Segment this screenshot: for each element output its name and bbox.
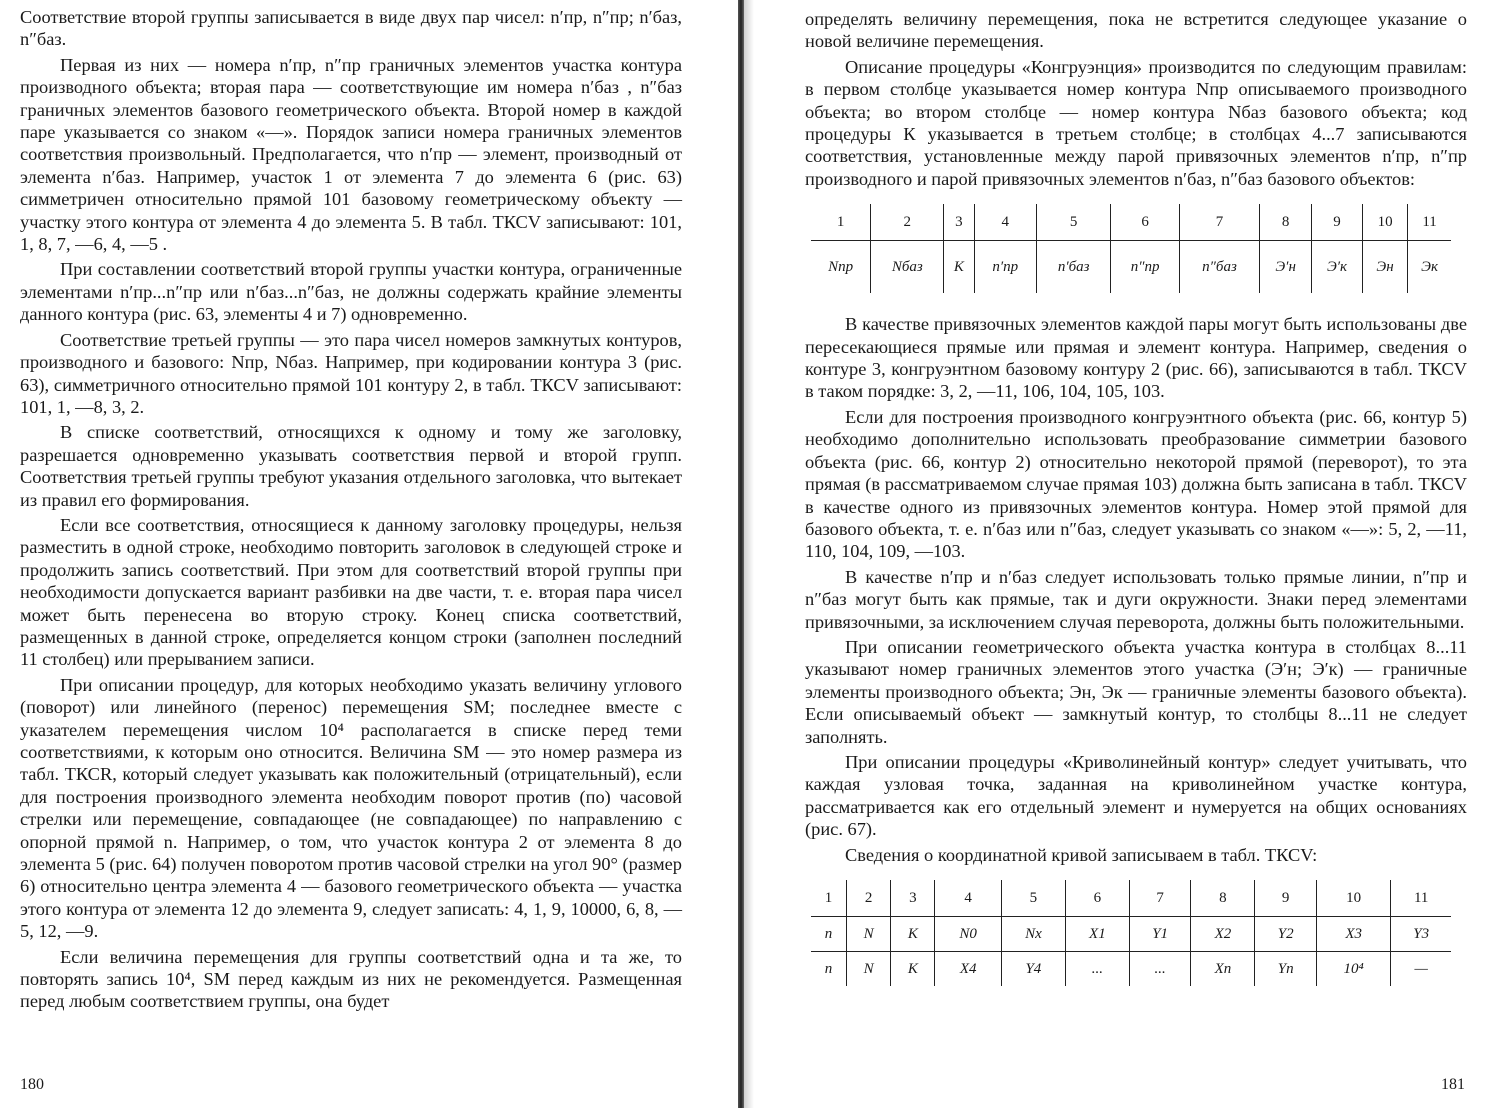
- table-cell: —: [1391, 952, 1451, 987]
- paragraph: При описании геометрического объекта участка контура в столбцах 8...11 указывают номер граничных элементов этого участка (Э′н; Э′к) — граничные элементы производного объекта; Эн, Эк — граничные элементы базового объекта). Если описываемый объект — замкнутый контур, то столбцы 8...11 не следует заполнять.: [805, 636, 1467, 747]
- table-header-cell: 10: [1316, 880, 1390, 917]
- table-header-cell: 2: [846, 880, 890, 917]
- table-row: [811, 917, 1451, 952]
- paragraph: Если все соответствия, относящиеся к данному заголовку процедуры, нельзя разместить в одной строке, необходимо повторить заголовок в следующей строке и продолжить запись соответствий. При этом для соответствий второй группы при необходимости допускается вариант разбивки на две части, т. е. вторая пара чисел может быть перенесена во вторую строку. Конец списка соответствий, размещенных в данной строке, определяется концом строки (заполнен последний 11 столбец) или прерыванием записи.: [20, 514, 682, 670]
- table-cell: Nx: [1001, 917, 1065, 952]
- table-cell: X2: [1191, 917, 1255, 952]
- table-cell: n″баз: [1179, 241, 1259, 294]
- table-header-row: [811, 204, 1451, 241]
- table-header-cell: 5: [1036, 204, 1110, 241]
- table-header-cell: 9: [1312, 204, 1363, 241]
- table-cell: n: [811, 952, 846, 987]
- table-cell: К: [944, 241, 974, 294]
- table-cell: Э′н: [1260, 241, 1312, 294]
- paragraph: В качестве привязочных элементов каждой пары могут быть использованы две пересекающиеся прямые или прямая и элемент контура. Например, сведения о контуре 3, конгруэнтном базовому контуру 2 (рис. 66), записываются в табл. ТКСV в таком порядке: 3, 2, —11, 106, 104, 105, 103.: [805, 314, 1467, 402]
- table-curve-coordinates: [811, 880, 1451, 986]
- table-header-cell: 10: [1362, 204, 1407, 241]
- table-header-cell: 4: [935, 880, 1001, 917]
- table-header-cell: 8: [1260, 204, 1312, 241]
- paragraph: Если величина перемещения для группы соответствий одна и та же, то повторять запись 10⁴, SM перед каждым из них не рекомендуется. Размещенная перед любым соответствием группы, она будет: [20, 946, 682, 1012]
- table-cell: Y1: [1129, 917, 1191, 952]
- table-cell: X1: [1065, 917, 1129, 952]
- table-cell: ...: [1129, 952, 1191, 987]
- left-page: [0, 0, 740, 1108]
- paragraph: Если для построения производного конгруэнтного объекта (рис. 66, контур 5) необходимо дополнительно использовать преобразование симметрии базового объекта (рис. 66, контур 2) относительно некоторой прямой (переворот), то эта прямая (в рассматриваемом случае прямая 103) должна быть записана в табл. ТКСV в качестве одного из привязочных элементов контура. Номер этой прямой для базового объекта, т. е. n′баз или n″баз, следует указывать со знаком «—»: 5, 2, —11, 110, 104, 109, —103.: [805, 406, 1467, 562]
- right-page: [750, 0, 1485, 1108]
- paragraph: При составлении соответствий второй группы участки контура, ограниченные элементами n′пр...n″пр или n′баз...n″баз, не должны содержать крайние элементы данного контура (рис. 63, элементы 4 и 7) одновременно.: [20, 259, 682, 325]
- table-header-cell: 7: [1179, 204, 1259, 241]
- table-header-cell: 2: [871, 204, 944, 241]
- paragraph: При описании процедуры «Криволинейный контур» следует учитывать, что каждая узловая точка, заданная на криволинейном участке контура, рассматривается как его отдельный элемент и нумеруется на общих основаниях (рис. 67).: [805, 751, 1467, 840]
- table-header-cell: 3: [944, 204, 974, 241]
- paragraph: Первая из них — номера n′пр, n″пр граничных элементов участка контура производного объекта; вторая пара — соответствующие им номера n′баз , n″баз граничных элементов базового геометрического объекта. Второй номер в каждой паре указывается со знаком «—». Порядок записи номера граничных элементов соответствия произвольный. Предполагается, что n′пр — элемент, производный от элемента n′баз. Например, участок 1 от элемента 7 до элемента 6 (рис. 63) симметричен относительно прямой 101 базовому геометрическому объекту — участку этого контура от элемента 4 до элемента 5. В табл. ТКСV записывают: 101, 1, 8, 7, —6, 4, —5 .: [20, 54, 682, 255]
- table-cell: X3: [1316, 917, 1390, 952]
- table-cell: X4: [935, 952, 1001, 987]
- table-congruence-columns: [811, 204, 1451, 293]
- paragraph: В качестве n′пр и n′баз следует использовать только прямые линии, n″пр и n″баз могут быть как прямые, так и дуги окружности. Знаки перед элементами привязочными, за исключением случая переворота, должны быть положительными.: [805, 566, 1467, 632]
- table-cell: N: [846, 917, 890, 952]
- table-cell: N: [846, 952, 890, 987]
- table-cell: Y2: [1255, 917, 1317, 952]
- paragraph: Описание процедуры «Конгруэнция» производится по следующим правилам: в первом столбце указывается номер контура Nпр описываемого производного объекта; во втором столбце — номер контура Nбаз базового объекта; код процедуры К указывается в третьем столбце; в столбцах 4...7 записываются соответствия, установленные между парой привязочных элементов n′пр, n″пр производного и парой привязочных элементов n′баз, n″баз базового объектов:: [805, 56, 1467, 189]
- page-number-left: 180: [20, 1076, 44, 1093]
- table-header-cell: 11: [1391, 880, 1451, 917]
- paragraph: определять величину перемещения, пока не встретится следующее указание о новой величине перемещения.: [805, 9, 1467, 52]
- table-header-cell: 6: [1111, 204, 1179, 241]
- table-header-cell: 9: [1255, 880, 1317, 917]
- table-header-cell: 4: [974, 204, 1036, 241]
- table-cell: Yn: [1255, 952, 1317, 987]
- table-header-cell: 1: [811, 880, 846, 917]
- table-cell: Nбаз: [871, 241, 944, 294]
- table-row: [811, 241, 1451, 294]
- table-cell: n′баз: [1036, 241, 1110, 294]
- table-cell: Э′к: [1312, 241, 1363, 294]
- table-cell: ...: [1065, 952, 1129, 987]
- page-number-right: 181: [1441, 1076, 1465, 1093]
- table-header-cell: 5: [1001, 880, 1065, 917]
- paragraph: Соответствие второй группы записывается в виде двух пар чисел: n′пр, n″пр; n′баз, n″баз.: [20, 7, 682, 50]
- table-header-cell: 6: [1065, 880, 1129, 917]
- table-cell: n: [824, 925, 833, 942]
- table-cell: n″пр: [1111, 241, 1179, 294]
- table-header-row: [811, 880, 1451, 917]
- table-cell: Y4: [1001, 952, 1065, 987]
- table-header-cell: 3: [891, 880, 935, 917]
- paragraph: В списке соответствий, относящихся к одному и тому же заголовку, разрешается одновременно указывать соответствия первой и второй групп. Соответствия третьей группы требуют указания отдельного заголовка, что вытекает из правил его формирования.: [20, 422, 682, 510]
- table-cell: К: [891, 917, 935, 952]
- paragraph: Соответствие третьей группы — это пара чисел номеров замкнутых контуров, производного и базового: Nпр, Nбаз. Например, при кодировании контура 3 (рис. 63), симметричного относительно прямой 101 контуру 2, в табл. ТКСV записывают: 101, 1, —8, 3, 2.: [20, 329, 682, 417]
- table-header-cell: 8: [1191, 880, 1255, 917]
- table-cell: Nпр: [828, 258, 854, 275]
- table-header-cell: 7: [1129, 880, 1191, 917]
- table-cell: Xn: [1191, 952, 1255, 987]
- table-cell: N0: [935, 917, 1001, 952]
- table-cell: n′пр: [974, 241, 1036, 294]
- paragraph: Сведения о координатной кривой записываем в табл. ТКСV:: [845, 844, 1318, 865]
- table-cell: К: [891, 952, 935, 987]
- table-cell: 10⁴: [1316, 952, 1390, 987]
- paragraph: При описании процедур, для которых необходимо указать величину углового (поворот) или линейного (перенос) перемещения SM; последнее вместе с указателем перемещения числом 10⁴ располагается в списке перед теми соответствиями, к которым оно относится. Величина SM — это номер размера из табл. ТКСR, который следует указывать как положительный (отрицательный), если для построения производного элемента необходим поворот против (по) часовой стрелки или перемещение, совпадающее (не совпадающее) по направлению с опорной прямой n. Например, о том, что участок контура 2 от элемента 8 до элемента 5 (рис. 64) получен поворотом против часовой стрелки на угол 90° (размер 6) относительно центра элемента 4 — базового геометрического объекта — участка этого контура от элемента 12 до элемента 9, следует записать: 4, 1, 9, 10000, 6, 8, —5, 12, —9.: [20, 674, 682, 942]
- table-header-cell: 11: [1408, 204, 1451, 241]
- table-row: [811, 952, 1451, 987]
- table-cell: Эк: [1408, 241, 1451, 294]
- table-cell: Эн: [1362, 241, 1407, 294]
- table-cell: Y3: [1391, 917, 1451, 952]
- table-header-cell: 1: [811, 204, 871, 241]
